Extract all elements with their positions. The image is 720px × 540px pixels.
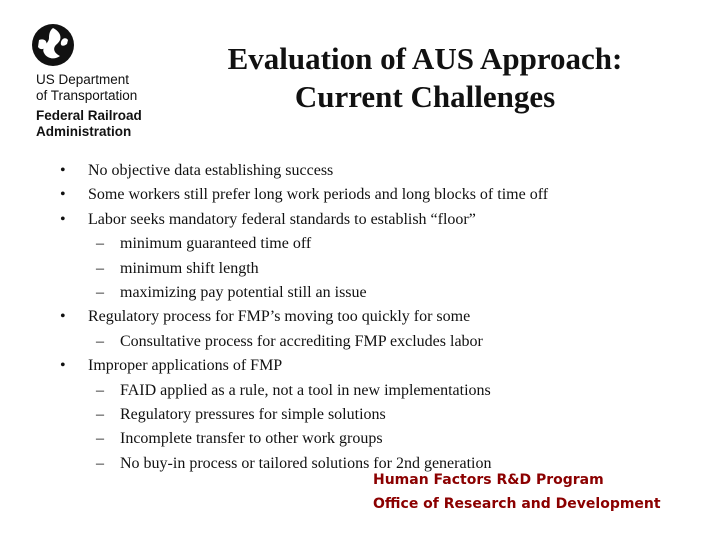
bullet-item	[58, 159, 698, 183]
program-footer	[373, 468, 661, 516]
slide-title	[165, 40, 685, 116]
footer-line-2: Office of Research and Development	[373, 496, 661, 512]
sub-bullet-item	[58, 232, 698, 256]
bullet-text: Improper applications of FMP	[88, 357, 283, 375]
bullet-item	[58, 305, 698, 329]
fra-logo	[30, 22, 170, 140]
dash-marker: –	[96, 235, 104, 253]
bullet-text: Regulatory pressures for simple solutions	[120, 405, 386, 423]
bullet-marker: •	[60, 357, 66, 375]
bullet-list	[58, 159, 698, 476]
bullet-item	[58, 183, 698, 207]
dash-marker: –	[96, 259, 104, 277]
sub-bullet-item	[58, 427, 698, 451]
dash-marker: –	[96, 283, 104, 301]
bullet-text: FAID applied as a rule, not a tool in new implementations	[120, 381, 491, 399]
dash-marker: –	[96, 405, 104, 423]
dept-line-2: of Transportation	[36, 88, 138, 103]
bullet-text: maximizing pay potential still an issue	[120, 283, 367, 301]
admin-line-2: Administration	[36, 124, 132, 139]
dept-line-1: US Department	[36, 72, 130, 87]
bullet-marker: •	[60, 162, 66, 179]
sub-bullet-item	[58, 281, 698, 305]
dash-marker: –	[96, 332, 104, 350]
dot-seal-icon	[30, 22, 76, 68]
administration-name	[36, 108, 142, 140]
dash-marker: –	[96, 430, 104, 448]
sub-bullet-item	[58, 403, 698, 427]
sub-bullet-item	[58, 379, 698, 403]
sub-bullet-item	[58, 330, 698, 354]
bullet-text: Labor seeks mandatory federal standards to establish “floor”	[88, 210, 476, 228]
title-line-1: Evaluation of AUS Approach:	[227, 41, 623, 76]
bullet-text: No buy-in process or tailored solutions for 2nd generation	[120, 454, 492, 472]
bullet-text: Incomplete transfer to other work groups	[120, 430, 383, 448]
bullet-marker: •	[60, 186, 66, 204]
bullet-text: Consultative process for accrediting FMP excludes labor	[120, 332, 483, 350]
bullet-text: minimum shift length	[120, 259, 259, 277]
title-line-2: Current Challenges	[294, 79, 556, 114]
bullet-item	[58, 354, 698, 378]
sub-bullet-item	[58, 257, 698, 281]
bullet-marker: •	[60, 308, 66, 326]
bullet-text: No objective data establishing success	[88, 162, 334, 179]
bullet-item	[58, 208, 698, 232]
bullet-text: Regulatory process for FMP’s moving too quickly for some	[88, 308, 471, 326]
bullet-marker: •	[60, 210, 66, 228]
admin-line-1: Federal Railroad	[36, 108, 142, 123]
bullet-text: minimum guaranteed time off	[120, 235, 312, 253]
department-name	[36, 72, 137, 104]
dash-marker: –	[96, 454, 104, 472]
bullet-text: Some workers still prefer long work periods and long blocks of time off	[88, 186, 549, 204]
dash-marker: –	[96, 381, 104, 399]
footer-line-1: Human Factors R&D Program	[373, 472, 604, 488]
